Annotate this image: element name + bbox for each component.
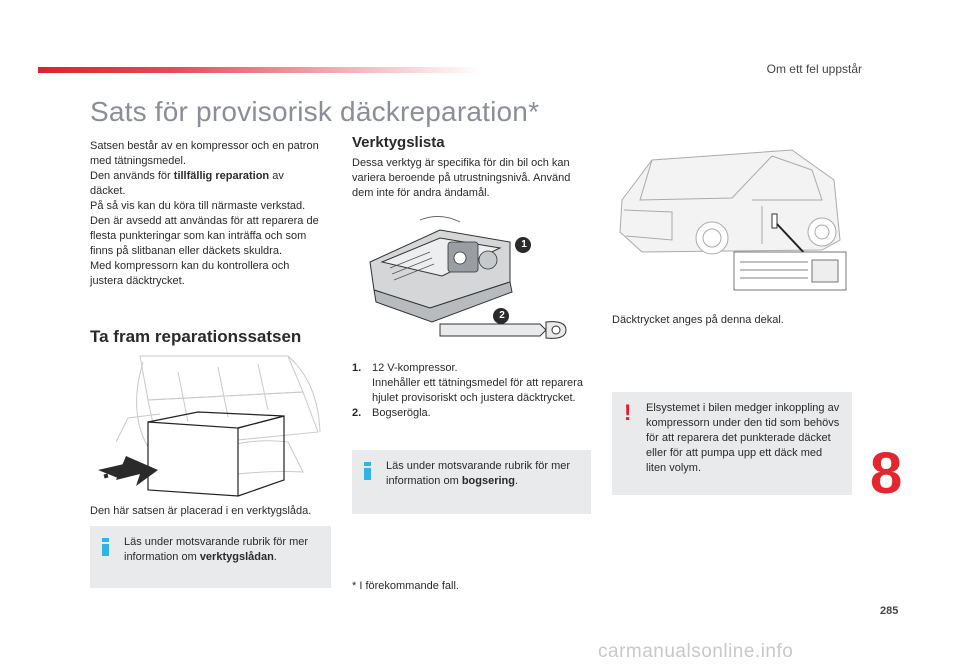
list-item: 1. 12 V-kompressor. Innehåller ett tätningsmedel för att reparera hjulet provisoriskt och justera däcktrycket. (352, 362, 583, 404)
toolbox-caption: Den här satsen är placerad i en verktygslåda. (90, 505, 312, 517)
intro-paragraph: Satsen består av en kompressor och en patron med tätningsmedel. Den används för tillfällig reparation av däcket. På så vis kan du köra till närmaste verkstad. Den är avsedd att användas för att reparera de flesta punkteringar som kan inträffa och som finns på slitbanan eller däckets skuldra. Med kompressorn kan du kontrollera och justera däcktrycket. (90, 140, 319, 287)
info-icon (364, 462, 371, 480)
tools-intro: Dessa verktyg är specifika för din bil och kan variera beroende på utrustningsnivå. Använd dem inte för andra ändamål. (352, 157, 571, 199)
tools-list (352, 361, 597, 421)
watermark: carmanualsonline.info (598, 641, 794, 662)
list-item: 2. Bogserögla. (352, 407, 431, 419)
page-number: 285 (880, 605, 899, 617)
footnote: * I förekommande fall. (352, 580, 459, 592)
header-accent-bar (38, 67, 483, 73)
compressor-towing-eye-illustration (360, 212, 600, 352)
info-box-toolbox: Läs under motsvarande rubrik för mer information om verktygslådan. (90, 526, 331, 588)
chapter-title: Om ett fel uppstår (766, 62, 862, 76)
info-icon (102, 538, 109, 556)
van-tyre-pressure-label-illustration (612, 140, 852, 295)
tools-heading: Verktygslista (352, 134, 445, 151)
chapter-number: 8 (870, 441, 903, 506)
marker-1: 1 (521, 239, 527, 250)
warning-icon: ! (624, 400, 632, 425)
page-title: Sats för provisorisk däckreparation* (90, 96, 540, 127)
tyre-pressure-caption: Däcktrycket anges på denna dekal. (612, 314, 784, 326)
seat-toolbox-illustration (88, 352, 333, 500)
section-heading-retrieve-kit: Ta fram reparationssatsen (90, 327, 302, 346)
info-box-towing: Läs under motsvarande rubrik för mer information om bogsering. (352, 450, 591, 514)
marker-2: 2 (499, 310, 505, 321)
warning-box-electrical: ! Elsystemet i bilen medger inkoppling av kompressorn under den tid som behövs för att reparera det punkterade däcket eller för att pumpa upp ett däck med liten volym. (612, 392, 852, 495)
